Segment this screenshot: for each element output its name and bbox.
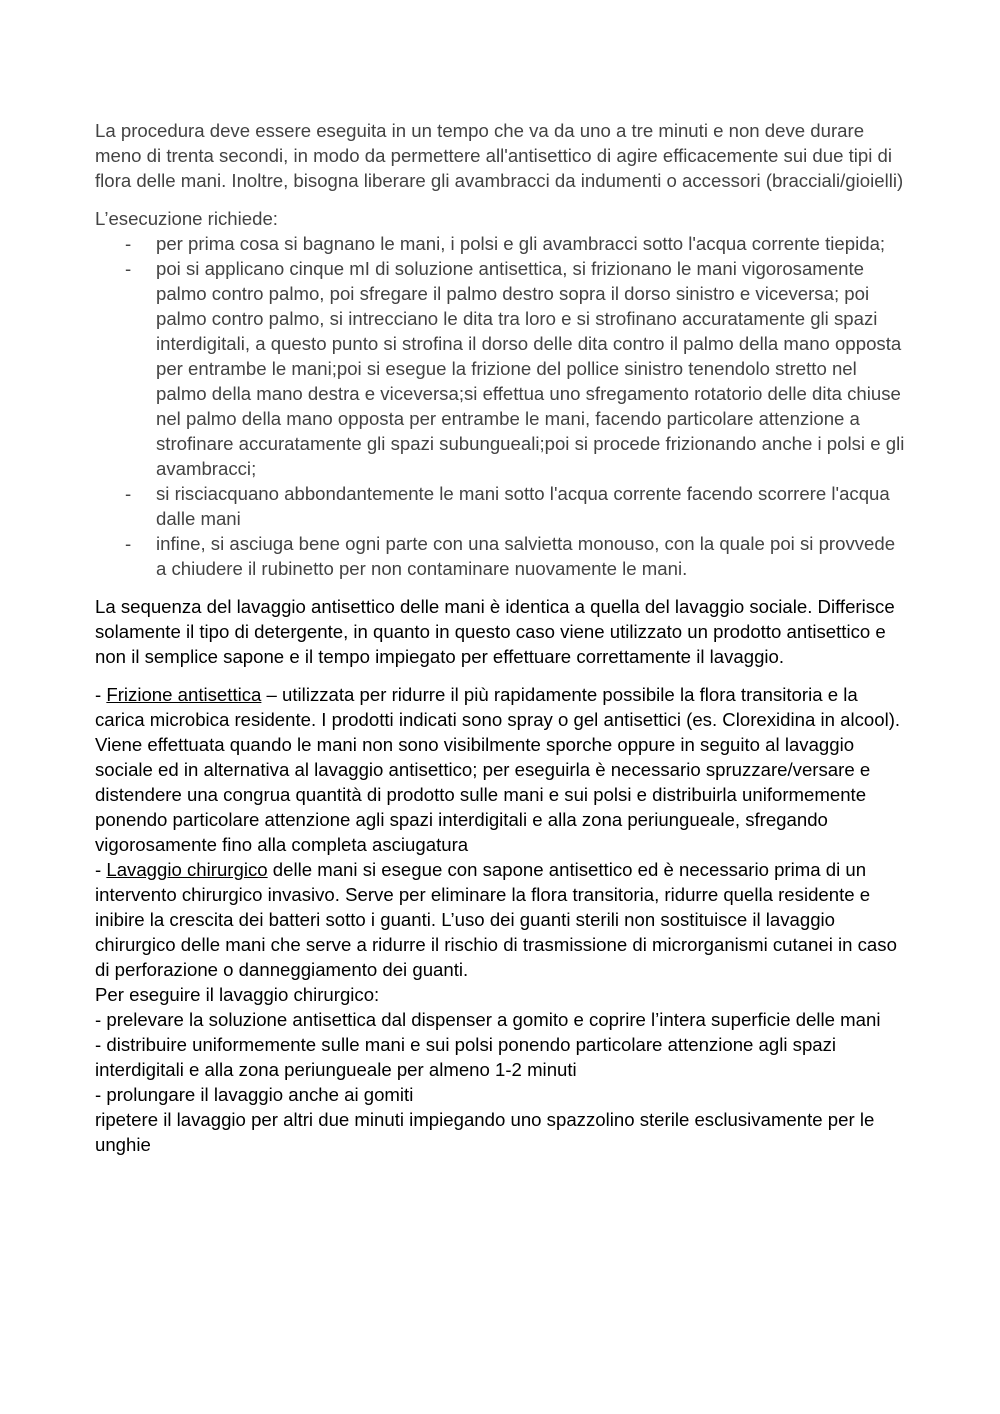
dash-bullet: - — [125, 258, 132, 279]
friction-paragraph — [95, 682, 907, 857]
list-item — [95, 256, 907, 481]
friction-text: – utilizzata per ridurre il più rapidamente possibile la flora transitoria e la carica microbica residente. I prodotti indicati sono spray o gel antisettici (es. Clorexidina in alcool). Viene effettuata quando le mani non sono visibilmente sporche oppure in seguito al lavaggio sociale ed in alternativa al lavaggio antisettico; per eseguirla è necessario spruzzare/versare e distendere una congrua quantità di prodotto sulle mani e sui polsi e distribuirla uniformemente ponendo particolare attenzione agli spazi interdigitali e alla zona periungueale, sfregando vigorosamente fino alla completa asciugatura — [95, 684, 901, 855]
list-item — [95, 231, 907, 256]
step-text: si risciacquano abbondantemente le mani sotto l'acqua corrente facendo scorrere l'acqua dalle mani — [156, 483, 890, 529]
intro-paragraph: La procedura deve essere eseguita in un tempo che va da uno a tre minuti e non deve durare meno di trenta secondi, in modo da permettere all'antisettico di agire efficacemente sui due tipi di flora delle mani. Inoltre, bisogna liberare gli avambracci da indumenti o accessori (bracciali/gioielli) — [95, 120, 904, 191]
dash-bullet: - — [125, 533, 132, 554]
sequence-paragraph: La sequenza del lavaggio antisettico delle mani è identica a quella del lavaggio sociale. Differisce solamente il tipo di detergente, in quanto in questo caso viene utilizzato un prodotto antisettico e non il semplice sapone e il tempo impiegato per effettuare correttamente il lavaggio. — [95, 596, 895, 667]
list-item — [95, 481, 907, 531]
surgical-term: Lavaggio chirurgico — [106, 859, 268, 880]
list-item — [95, 531, 907, 581]
surgical-heading: Per eseguire il lavaggio chirurgico: — [95, 984, 380, 1005]
step-text: poi si applicano cinque mI di soluzione antisettica, si frizionano le mani vigorosamente palmo contro palmo, poi sfregare il palmo destro sopra il dorso sinistro e viceversa; poi palmo contro palmo, si intrecciano le dita tra loro e si strofinano accuratamente gli spazi interdigitali, a questo punto si strofina il dorso delle dita contro il palmo della mano opposta per entrambe le mani;poi si esegue la frizione del pollice sinistro tenendolo stretto nel palmo della mano destra e viceversa;si effettua uno sfregamento rotatorio delle dita chiuse nel palmo della mano opposta per entrambe le mani, facendo particolare attenzione a strofinare accuratamente gli spazi subungueali;poi si procede frizionando anche i polsi e gli avambracci; — [156, 258, 905, 479]
step-text: infine, si asciuga bene ogni parte con una salvietta monouso, con la quale poi si provvede a chiudere il rubinetto per non contaminare nuovamente le mani. — [156, 533, 896, 579]
friction-prefix: - — [95, 684, 107, 705]
dash-bullet: - — [125, 483, 132, 504]
surgical-prefix: - — [95, 859, 107, 880]
dash-bullet: - — [125, 233, 132, 254]
surgical-step: - prelevare la soluzione antisettica dal dispenser a gomito e coprire l’intera superficie delle mani — [95, 1009, 881, 1030]
surgical-step: ripetere il lavaggio per altri due minuti impiegando uno spazzolino sterile esclusivamente per le unghie — [95, 1109, 875, 1155]
step-text: per prima cosa si bagnano le mani, i polsi e gli avambracci sotto l'acqua corrente tiepida; — [156, 233, 886, 254]
surgical-step: - distribuire uniformemente sulle mani e sui polsi ponendo particolare attenzione agli spazi interdigitali e alla zona periungueale per almeno 1-2 minuti — [95, 1034, 837, 1080]
document-body — [95, 118, 907, 1157]
surgical-text: delle mani si esegue con sapone antisettico ed è necessario prima di un intervento chirurgico invasivo. Serve per eliminare la flora transitoria, ridurre quella residente e inibire la crescita dei batteri sotto i guanti. L’uso dei guanti sterili non sostituisce il lavaggio chirurgico delle mani che serve a ridurre il rischio di trasmissione di microrganismi cutanei in caso di perforazione o danneggiamento dei guanti. — [95, 859, 897, 980]
surgical-step: - prolungare il lavaggio anche ai gomiti — [95, 1084, 414, 1105]
execution-steps-list — [95, 231, 907, 581]
friction-term: Frizione antisettica — [106, 684, 262, 705]
execution-heading: L’esecuzione richiede: — [95, 208, 278, 229]
surgical-paragraph — [95, 857, 907, 982]
